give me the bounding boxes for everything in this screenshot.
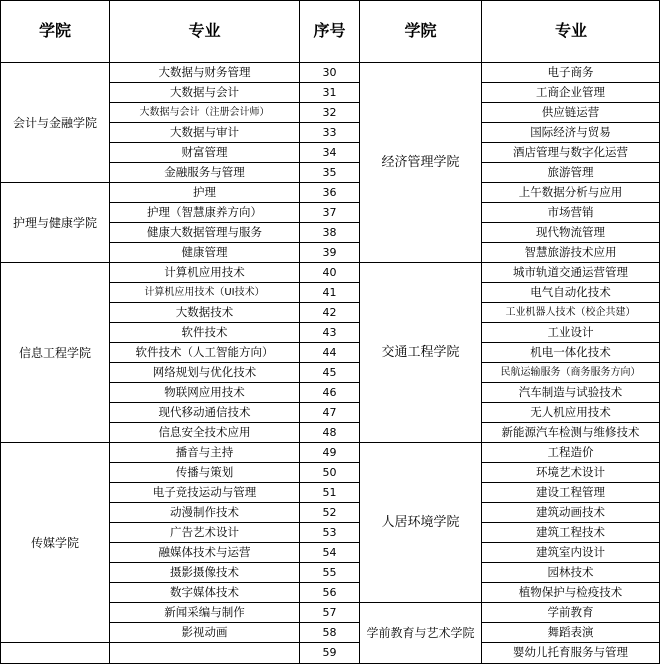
seq-cell: 35 xyxy=(322,166,337,179)
left-college-cell: 会计与金融学院 xyxy=(12,115,97,130)
seq-cell: 50 xyxy=(322,466,337,479)
right-college-cell: 交通工程学院 xyxy=(381,345,460,360)
right-major-cell: 汽车制造与试验技术 xyxy=(518,384,623,399)
right-major-cell: 国际经济与贸易 xyxy=(530,124,611,139)
seq-cell: 54 xyxy=(322,546,337,559)
left-major-cell: 影视动画 xyxy=(181,624,228,639)
seq-cell: 39 xyxy=(322,246,337,259)
left-major-cell: 传播与策划 xyxy=(175,464,234,479)
right-major-cell: 建筑动画技术 xyxy=(536,504,605,519)
left-major-cell: 软件技术 xyxy=(181,324,228,339)
header-seq: 序号 xyxy=(313,21,346,40)
seq-cell: 53 xyxy=(322,526,337,539)
seq-cell: 44 xyxy=(322,346,337,359)
seq-cell: 36 xyxy=(322,186,337,199)
right-major-cell: 供应链运营 xyxy=(541,104,600,119)
seq-cell: 47 xyxy=(322,406,337,419)
left-major-cell: 融媒体技术与运营 xyxy=(158,544,251,559)
right-major-cell: 机电一体化技术 xyxy=(530,344,611,359)
right-major-cell: 酒店管理与数字化运营 xyxy=(513,144,628,159)
seq-cell: 30 xyxy=(322,66,337,79)
left-major-cell: 计算机应用技术 xyxy=(164,264,245,279)
left-major-cell: 播音与主持 xyxy=(175,444,234,459)
right-major-cell: 建设工程管理 xyxy=(536,484,605,499)
seq-cell: 38 xyxy=(322,226,337,239)
left-major-cell: 大数据与会计 xyxy=(170,84,239,99)
left-major-cell: 财富管理 xyxy=(181,144,228,159)
left-major-cell: 数字媒体技术 xyxy=(170,584,239,599)
seq-cell: 33 xyxy=(322,126,337,139)
left-major-cell: 摄影摄像技术 xyxy=(170,564,239,579)
seq-cell: 40 xyxy=(322,266,337,279)
right-college-cell: 人居环境学院 xyxy=(381,515,460,530)
header-right-college: 学院 xyxy=(404,21,437,40)
right-major-cell: 植物保护与检疫技术 xyxy=(518,584,623,599)
left-major-cell: 网络规划与优化技术 xyxy=(152,364,257,379)
seq-cell: 34 xyxy=(322,146,337,159)
right-major-cell: 民航运输服务（商务服务方向） xyxy=(500,366,641,378)
seq-cell: 59 xyxy=(322,646,337,659)
right-major-cell: 工业机器人技术（校企共建） xyxy=(505,306,636,318)
left-major-cell: 护理 xyxy=(193,184,216,199)
right-major-cell: 智慧旅游技术应用 xyxy=(524,244,617,259)
right-major-cell: 工业设计 xyxy=(547,324,594,339)
left-major-cell: 电子竞技运动与管理 xyxy=(152,484,257,499)
right-major-cell: 新能源汽车检测与维修技术 xyxy=(501,424,640,439)
left-major-cell: 软件技术（人工智能方向） xyxy=(135,344,274,359)
seq-cell: 51 xyxy=(322,486,337,499)
header-left-major: 专业 xyxy=(188,21,221,40)
left-major-cell: 大数据与财务管理 xyxy=(158,64,251,79)
left-college-cell: 信息工程学院 xyxy=(18,345,91,360)
seq-cell: 52 xyxy=(322,506,337,519)
seq-cell: 43 xyxy=(322,326,337,339)
seq-cell: 56 xyxy=(322,586,337,599)
seq-cell: 37 xyxy=(322,206,337,219)
right-major-cell: 上午数据分析与应用 xyxy=(518,184,623,199)
seq-cell: 42 xyxy=(322,306,337,319)
right-major-cell: 学前教育 xyxy=(547,604,594,619)
left-major-cell: 物联网应用技术 xyxy=(164,384,245,399)
right-college-cell: 学前教育与艺术学院 xyxy=(366,625,475,640)
right-major-cell: 环境艺术设计 xyxy=(536,464,605,479)
right-major-cell: 旅游管理 xyxy=(547,164,594,179)
right-major-cell: 工商企业管理 xyxy=(536,84,605,99)
right-major-cell: 现代物流管理 xyxy=(536,224,605,239)
right-major-cell: 婴幼儿托育服务与管理 xyxy=(513,644,628,659)
seq-cell: 48 xyxy=(322,426,337,439)
right-major-cell: 无人机应用技术 xyxy=(530,404,611,419)
left-major-cell: 金融服务与管理 xyxy=(164,164,245,179)
right-college-cell: 经济管理学院 xyxy=(381,155,460,170)
right-major-cell: 电气自动化技术 xyxy=(530,284,611,299)
seq-cell: 45 xyxy=(322,366,337,379)
right-major-cell: 园林技术 xyxy=(547,564,594,579)
seq-cell: 55 xyxy=(322,566,337,579)
left-major-cell: 大数据技术 xyxy=(175,304,234,319)
left-major-cell: 计算机应用技术（UI技术） xyxy=(144,286,265,298)
right-major-cell: 舞蹈表演 xyxy=(547,624,594,639)
left-major-cell: 大数据与审计 xyxy=(170,124,239,139)
seq-cell: 57 xyxy=(322,606,337,619)
seq-cell: 46 xyxy=(322,386,337,399)
seq-cell: 49 xyxy=(322,446,337,459)
left-major-cell: 动漫制作技术 xyxy=(170,504,239,519)
right-major-cell: 建筑工程技术 xyxy=(536,524,605,539)
seq-cell: 32 xyxy=(322,106,337,119)
right-major-cell: 城市轨道交通运营管理 xyxy=(513,264,628,279)
right-major-cell: 工程造价 xyxy=(547,444,594,459)
left-major-cell: 护理（智慧康养方向） xyxy=(147,204,262,219)
right-major-cell: 建筑室内设计 xyxy=(536,544,605,559)
left-major-cell: 现代移动通信技术 xyxy=(158,404,251,419)
left-major-cell: 广告艺术设计 xyxy=(170,524,239,539)
seq-cell: 41 xyxy=(322,286,337,299)
seq-cell: 31 xyxy=(322,86,337,99)
left-college-cell: 传媒学院 xyxy=(30,535,79,550)
left-major-cell: 大数据与会计（注册会计师） xyxy=(139,106,270,118)
left-major-cell: 健康大数据管理与服务 xyxy=(147,224,262,239)
seq-cell: 58 xyxy=(322,626,337,639)
left-college-cell: 护理与健康学院 xyxy=(12,215,97,230)
header-left-college: 学院 xyxy=(38,21,71,40)
right-major-cell: 市场营销 xyxy=(547,204,594,219)
left-major-cell: 新闻采编与制作 xyxy=(164,604,245,619)
right-major-cell: 电子商务 xyxy=(547,64,594,79)
left-major-cell: 信息安全技术应用 xyxy=(158,424,251,439)
left-major-cell: 健康管理 xyxy=(181,244,228,259)
header-right-major: 专业 xyxy=(554,21,587,40)
